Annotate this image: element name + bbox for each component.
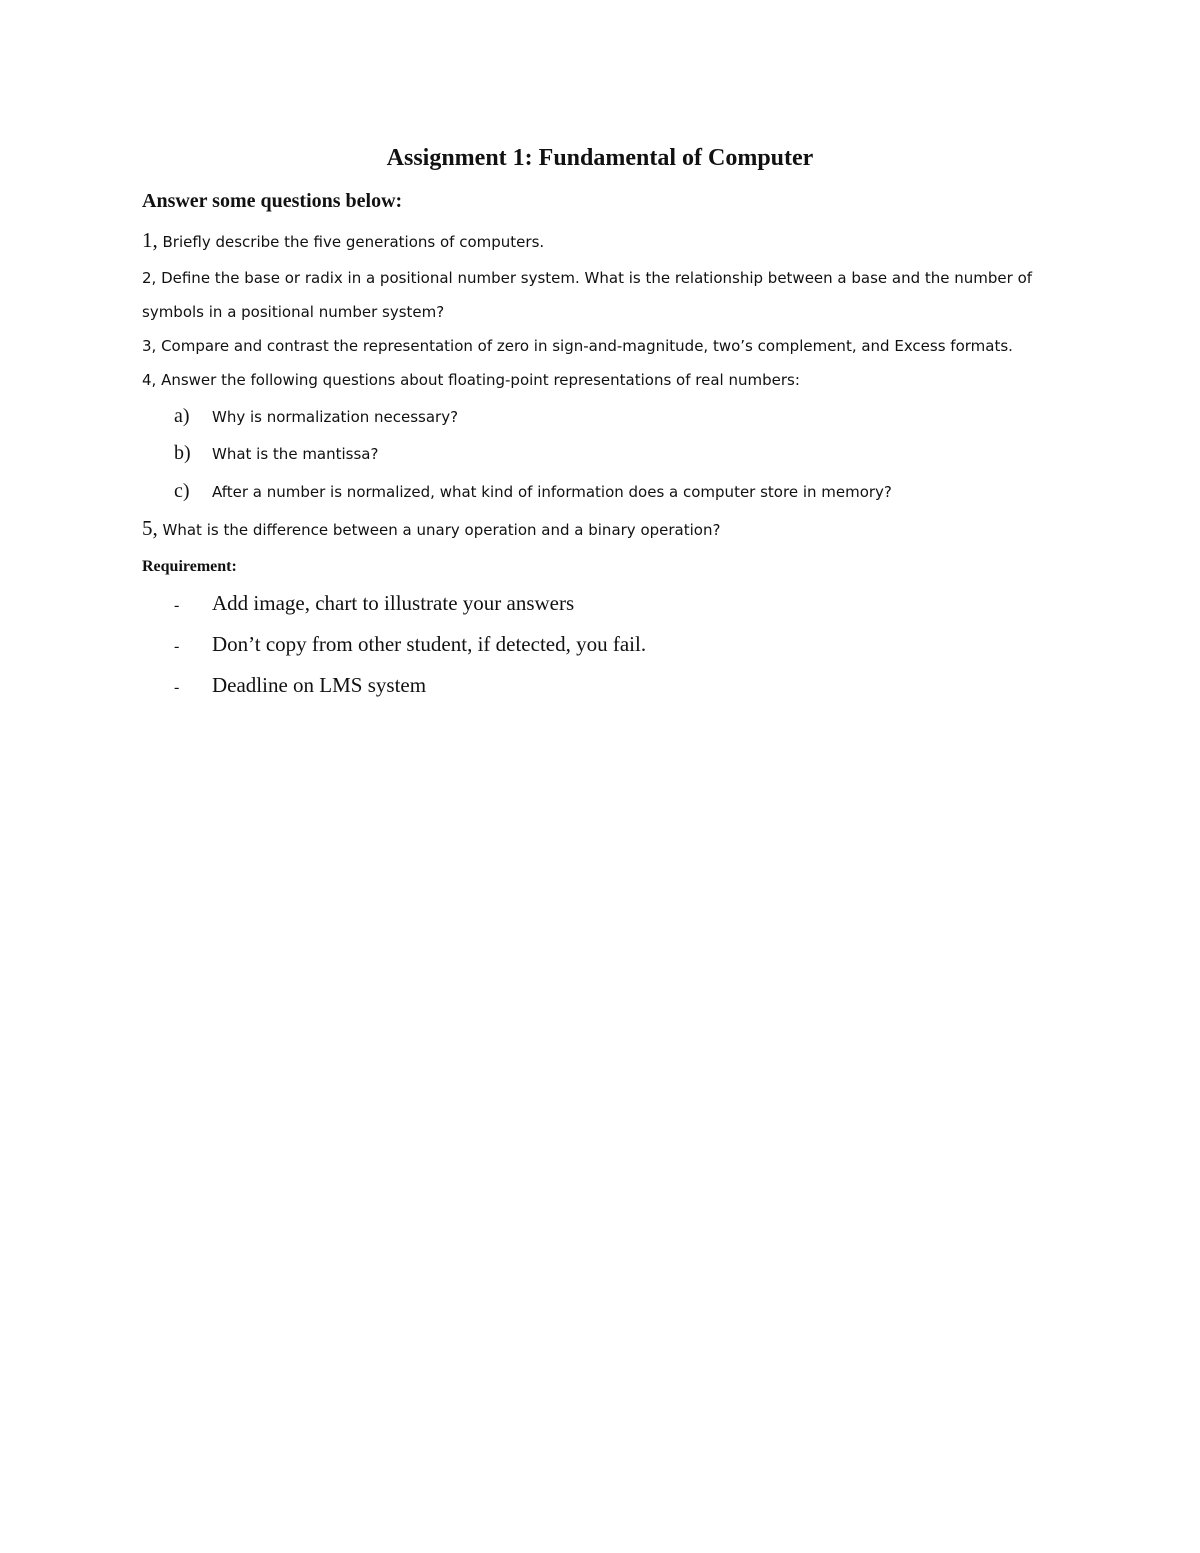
bullet-dash: - <box>174 679 180 696</box>
bullet-dash: - <box>174 638 180 655</box>
sub-question-a-text: Why is normalization necessary? <box>212 408 459 426</box>
question-1-number: 1, <box>142 228 158 252</box>
question-3 <box>142 336 1013 356</box>
sub-question-b <box>174 443 378 464</box>
requirement-item-1-text: Add image, chart to illustrate your answers <box>212 591 575 615</box>
question-1 <box>142 230 544 252</box>
question-5-number: 5, <box>142 516 158 540</box>
requirement-item-3-text: Deadline on LMS system <box>212 673 427 697</box>
document-title: Assignment 1: Fundamental of Computer <box>386 145 814 171</box>
question-5 <box>142 518 720 540</box>
sub-question-b-letter: b) <box>174 442 191 464</box>
question-1-text: Briefly describe the five generations of computers. <box>157 233 545 251</box>
sub-question-c <box>174 481 892 502</box>
requirement-item-1 <box>174 590 574 619</box>
question-2-text: Define the base or radix in a positional number system. What is the relationship between a base and the number of <box>156 269 1033 287</box>
question-3-text: Compare and contrast the representation of zero in sign-and-magnitude, two’s complement, and Excess formats. <box>156 337 1013 355</box>
question-2-continuation: symbols in a positional number system? <box>142 303 445 321</box>
requirement-item-3 <box>174 672 426 701</box>
sub-question-a <box>174 406 458 427</box>
sub-question-c-text: After a number is normalized, what kind of information does a computer store in memory? <box>212 483 892 501</box>
question-4-text: Answer the following questions about floating-point representations of real numbers: <box>156 371 800 389</box>
requirement-heading: Requirement: <box>142 558 237 575</box>
sub-question-b-text: What is the mantissa? <box>212 445 379 463</box>
question-3-number: 3, <box>142 337 157 355</box>
question-2-number: 2, <box>142 269 157 287</box>
requirement-item-2 <box>174 631 646 660</box>
sub-question-a-letter: a) <box>174 405 190 427</box>
requirement-item-2-text: Don’t copy from other student, if detected, you fail. <box>212 632 647 656</box>
question-5-text: What is the difference between a unary operation and a binary operation? <box>157 521 721 539</box>
question-2 <box>142 268 1032 288</box>
question-4 <box>142 370 800 390</box>
bullet-dash: - <box>174 597 180 614</box>
subheading: Answer some questions below: <box>142 190 403 212</box>
question-4-number: 4, <box>142 371 157 389</box>
sub-question-c-letter: c) <box>174 480 190 502</box>
